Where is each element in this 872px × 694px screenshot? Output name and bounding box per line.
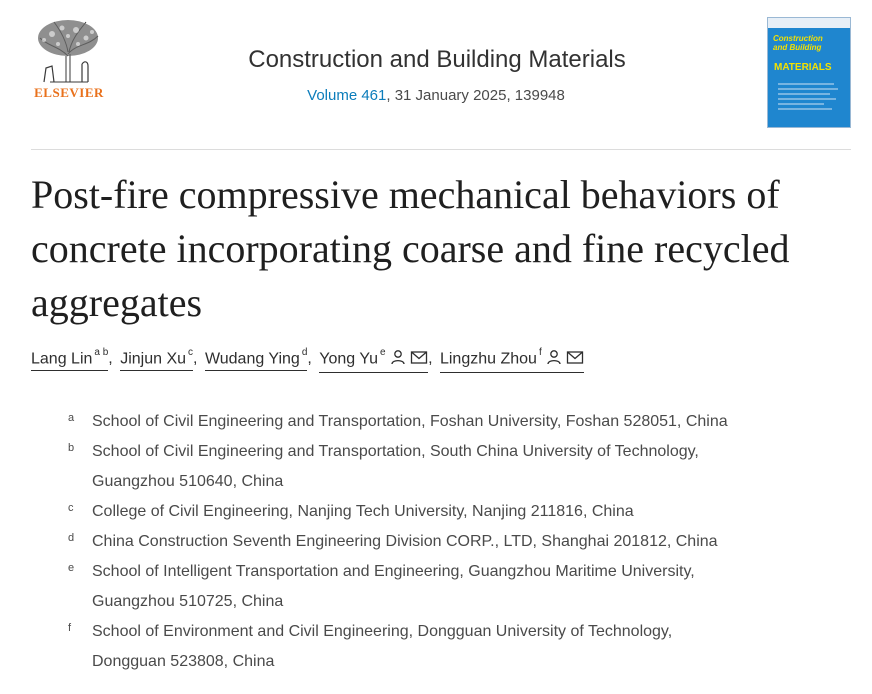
author-separator: , [307,350,312,368]
article-header [0,0,872,150]
affiliation-item [62,407,852,437]
cover-title [773,34,823,52]
author-link[interactable] [319,349,428,373]
person-icon [390,349,406,365]
author-affiliation-ref: e [380,347,386,358]
author-name: Lang Lin [31,350,93,368]
mail-icon [410,349,428,365]
article-title: Post-fire compressive mechanical behaviors of concrete incorporating coarse and fine recycled aggregates [31,172,790,325]
author-name: Lingzhu Zhou [439,350,537,368]
person-icon [546,349,562,365]
author-affiliation-ref: f [538,347,542,358]
author-icons [546,349,584,370]
affiliation-item [62,617,852,677]
author-link[interactable] [440,349,584,373]
affiliation-text: School of Civil Engineering and Transportation, South China University of Technology, [92,443,699,460]
author-icons [390,349,428,370]
affiliation-text: College of Civil Engineering, Nanjing Tech University, Nanjing 211816, China [92,503,634,520]
author-affiliation-ref: a b [94,347,109,358]
journal-cover-thumbnail[interactable] [767,17,851,128]
issue-date: , 31 January 2025, 139948 [386,87,565,104]
author-separator: , [193,350,198,368]
affiliation-text: School of Intelligent Transportation and Engineering, Guangzhou Maritime University, [92,563,695,580]
cover-title-line: Construction [773,34,823,43]
mail-icon [566,349,584,365]
affiliation-label: c [68,502,74,514]
author-list [31,349,851,373]
cover-top-bar [768,18,850,28]
affiliation-label: a [68,412,75,424]
cover-text-lines [778,80,842,120]
author-name: Yong Yu [319,350,379,368]
author-affiliation-ref: c [188,347,194,358]
volume-link[interactable]: Volume 461 [307,87,387,104]
affiliation-text: Dongguan 523808, China [92,653,275,670]
cover-subtitle: MATERIALS [774,62,832,73]
header-divider [31,149,851,150]
affiliation-list [62,407,852,677]
affiliation-text: Guangzhou 510725, China [92,593,284,610]
affiliation-item [62,437,852,497]
author-name: Wudang Ying [204,350,300,368]
affiliation-label: f [68,622,72,634]
affiliation-text: School of Civil Engineering and Transportation, Foshan University, Foshan 528051, China [92,413,728,430]
affiliation-label: d [68,532,75,544]
affiliation-label: e [68,562,75,574]
author-link[interactable] [120,349,193,371]
affiliation-label: b [68,442,75,454]
affiliation-text: Guangzhou 510640, China [92,473,284,490]
affiliation-item [62,527,852,557]
publisher-name: ELSEVIER [34,85,104,100]
affiliation-text: China Construction Seventh Engineering Division CORP., LTD, Shanghai 201812, China [92,533,718,550]
journal-title[interactable]: Construction and Building Materials [248,46,626,73]
journal-issue-info [0,87,872,104]
cover-title-line: and Building [773,43,822,52]
affiliation-item [62,497,852,527]
author-separator: , [428,350,433,368]
author-name: Jinjun Xu [120,350,187,368]
affiliation-item [62,557,852,617]
author-link[interactable] [205,349,307,371]
affiliation-text: School of Environment and Civil Engineering, Dongguan University of Technology, [92,623,673,640]
author-link[interactable] [31,349,108,371]
author-separator: , [108,350,113,368]
author-affiliation-ref: d [301,347,308,358]
